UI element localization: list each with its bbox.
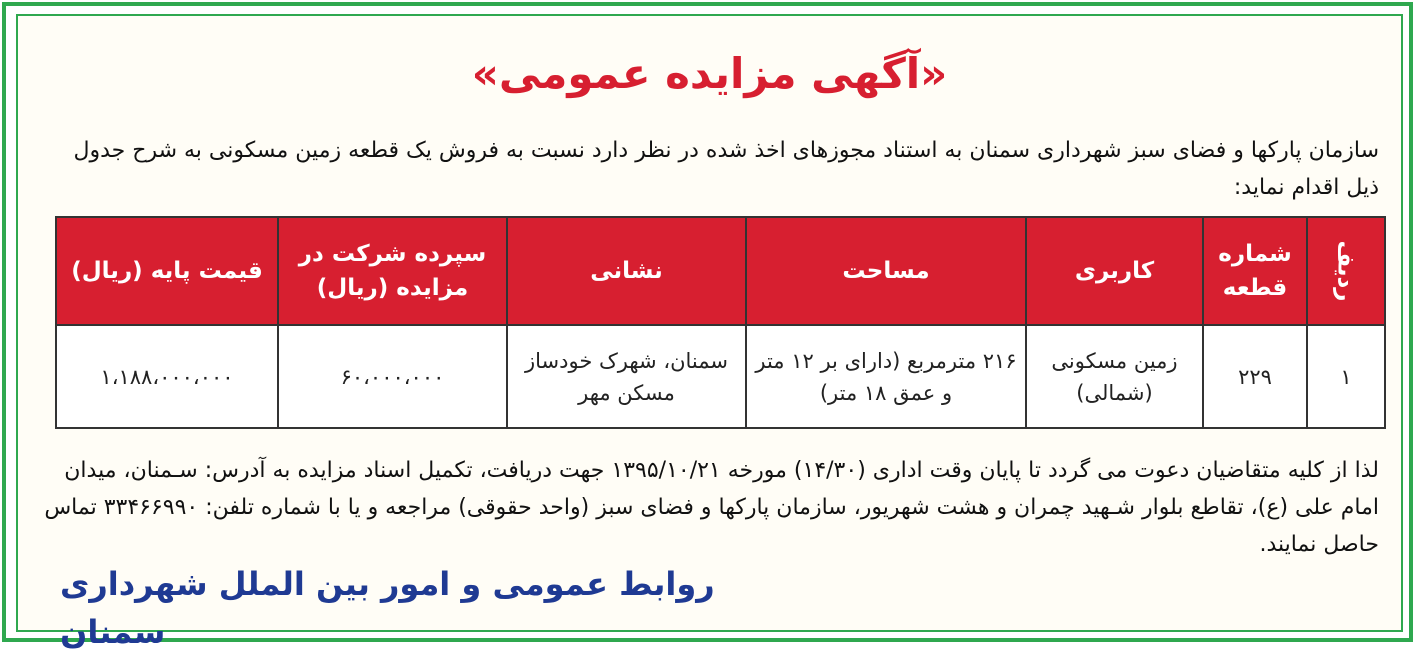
table-header-row — [56, 217, 1385, 325]
header-lot-number: شماره قطعه — [1203, 217, 1307, 325]
cell-deposit: ۶۰،۰۰۰،۰۰۰ — [278, 325, 507, 428]
lots-table — [55, 216, 1386, 429]
signature-text: روابط عمومی و امور بین الملل شهرداری سمنان — [60, 565, 715, 651]
table-row — [56, 325, 1385, 428]
header-usage: کاربری — [1026, 217, 1203, 325]
cell-area: ۲۱۶ مترمربع (دارای بر ۱۲ متر و عمق ۱۸ متر) — [746, 325, 1026, 428]
intro-paragraph: سازمان پارکها و فضای سبز شهرداری سمنان به استناد مجوزهای اخذ شده در نظر دارد نسبت به فروش یک قطعه زمین مسکونی به شرح جدول ذیل اقدام نماید: — [73, 138, 1379, 200]
signature-block — [60, 560, 760, 656]
header-deposit: سپرده شرکت در مزایده (ریال) — [278, 217, 507, 325]
cell-row-number: ۱ — [1307, 325, 1385, 428]
page-title: «آگهی مزایده عمومی» — [471, 49, 948, 98]
cell-usage: زمین مسکونی (شمالی) — [1026, 325, 1203, 428]
header-base-price: قیمت پایه (ریال) — [56, 217, 278, 325]
closing-paragraph: لذا از کلیه متقاضیان دعوت می گردد تا پایان وقت اداری (۱۴/۳۰) مورخه ۱۳۹۵/۱۰/۲۱ جهت دریافت، تکمیل اسناد مزایده به آدرس: سـمنان، میدان امام علی (ع)، تقاطع بلوار شـهید چمران و هشت شهریور، سازمان پارکها و فضای سبز (واحد حقوقی) مراجعه و یا با شماره تلفن: ۳۳۴۶۶۹۹۰ تماس حاصل نمایند. — [44, 458, 1379, 557]
cell-base-price: ۱،۱۸۸،۰۰۰،۰۰۰ — [56, 325, 278, 428]
header-row-number: ردیف — [1307, 217, 1385, 325]
header-area: مساحت — [746, 217, 1026, 325]
cell-address: سمنان، شهرک خودساز مسکن مهر — [507, 325, 746, 428]
header-address: نشانی — [507, 217, 746, 325]
cell-lot-number: ۲۲۹ — [1203, 325, 1307, 428]
